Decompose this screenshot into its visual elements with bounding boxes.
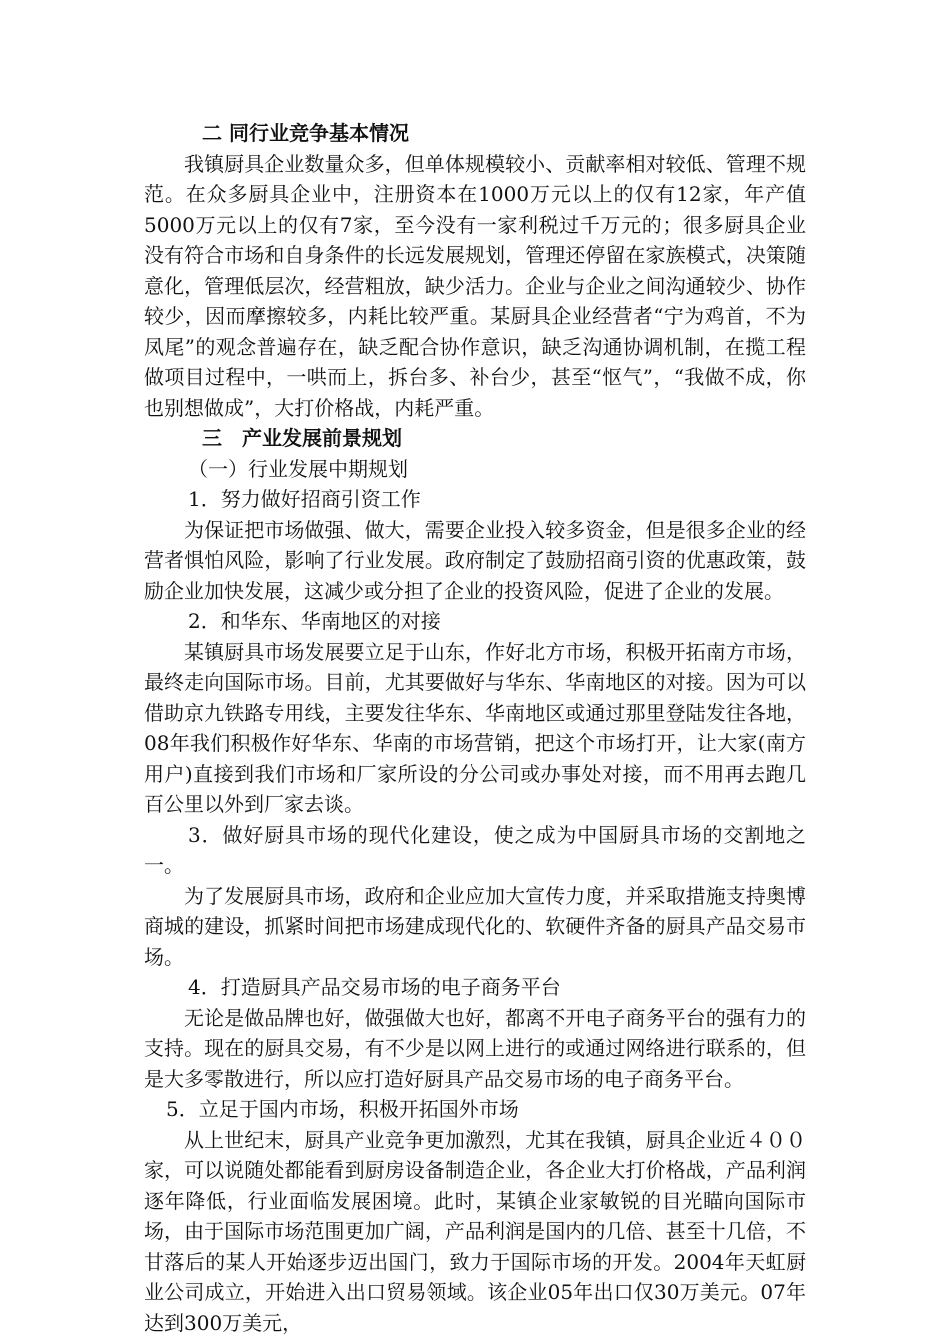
body-paragraph: 为保证把市场做强、做大，需要企业投入较多资金，但是很多企业的经营者惧怕风险，影响了行业发展。政府制定了鼓励招商引资的优惠政策，鼓励企业加快发展，这减少或分担了企业的投资风险，促进了企业的发展。 xyxy=(144,517,806,603)
body-paragraph: 无论是做品牌也好，做强做大也好，都离不开电子商务平台的强有力的支持。现在的厨具交易，有不少是以网上进行的或通过网络进行联系的，但是大多零散进行，所以应打造好厨具产品交易市场的电子商务平台。 xyxy=(144,1005,806,1091)
document-body xyxy=(144,118,806,1338)
section-heading: 二 同行业竞争基本情况 xyxy=(202,121,409,145)
body-paragraph: 我镇厨具企业数量众多，但单体规模较小、贡献率相对较低、管理不规范。在众多厨具企业中，注册资本在1000万元以上的仅有12家，年产值5000万元以上的仅有7家，至今没有一家利税过千万元的；很多厨具企业没有符合市场和自身条件的长远发展规划，管理还停留在家族模式，决策随意化，管理低层次，经营粗放，缺少活力。企业与企业之间沟通较少、协作较少，因而摩擦较多，内耗比较严重。某厨具企业经营者“宁为鸡首，不为凤尾”的观念普遍存在，缺乏配合协作意识，缺乏沟通协调机制，在揽工程做项目过程中，一哄而上，拆台多、补台少，甚至“怄气”，“我做不成，你也别想做成”，大打价格战，内耗严重。 xyxy=(144,151,806,420)
item-heading: 1．努力做好招商引资工作 xyxy=(188,487,421,511)
section-heading: 三 产业发展前景规划 xyxy=(202,426,402,450)
item-heading: 4．打造厨具产品交易市场的电子商务平台 xyxy=(188,975,561,999)
subsection-heading: （一）行业发展中期规划 xyxy=(188,456,408,481)
item-heading: 5．立足于国内市场，积极开拓国外市场 xyxy=(166,1097,519,1121)
body-paragraph: 从上世纪末，厨具产业竞争更加激烈，尤其在我镇，厨具企业近４００家，可以说随处都能看到厨房设备制造企业，各企业大打价格战，产品利润逐年降低，行业面临发展困境。此时，某镇企业家敏锐的目光瞄向国际市场，由于国际市场范围更加广阔，产品利润是国内的几倍、甚至十几倍，不甘落后的某人开始逐步迈出国门，致力于国际市场的开发。2004年天虹厨业公司成立，开始进入出口贸易领域。该企业05年出口仅30万美元。07年达到300万美元， xyxy=(144,1127,806,1335)
item-heading: 3．做好厨具市场的现代化建设，使之成为中国厨具市场的交割地之一。 xyxy=(144,822,806,877)
body-paragraph: 为了发展厨具市场，政府和企业应加大宣传力度，并采取措施支持奥博商城的建设，抓紧时间把市场建成现代化的、软硬件齐备的厨具产品交易市场。 xyxy=(144,883,806,969)
body-paragraph: 某镇厨具市场发展要立足于山东，作好北方市场，积极开拓南方市场，最终走向国际市场。目前，尤其要做好与华东、华南地区的对接。因为可以借助京九铁路专用线，主要发往华东、华南地区或通过那里登陆发往各地，08年我们积极作好华东、华南的市场营销，把这个市场打开，让大家(南方用户)直接到我们市场和厂家所设的分公司或办事处对接，而不用再去跑几百公里以外到厂家去谈。 xyxy=(144,639,806,816)
item-heading: 2．和华东、华南地区的对接 xyxy=(188,609,441,633)
